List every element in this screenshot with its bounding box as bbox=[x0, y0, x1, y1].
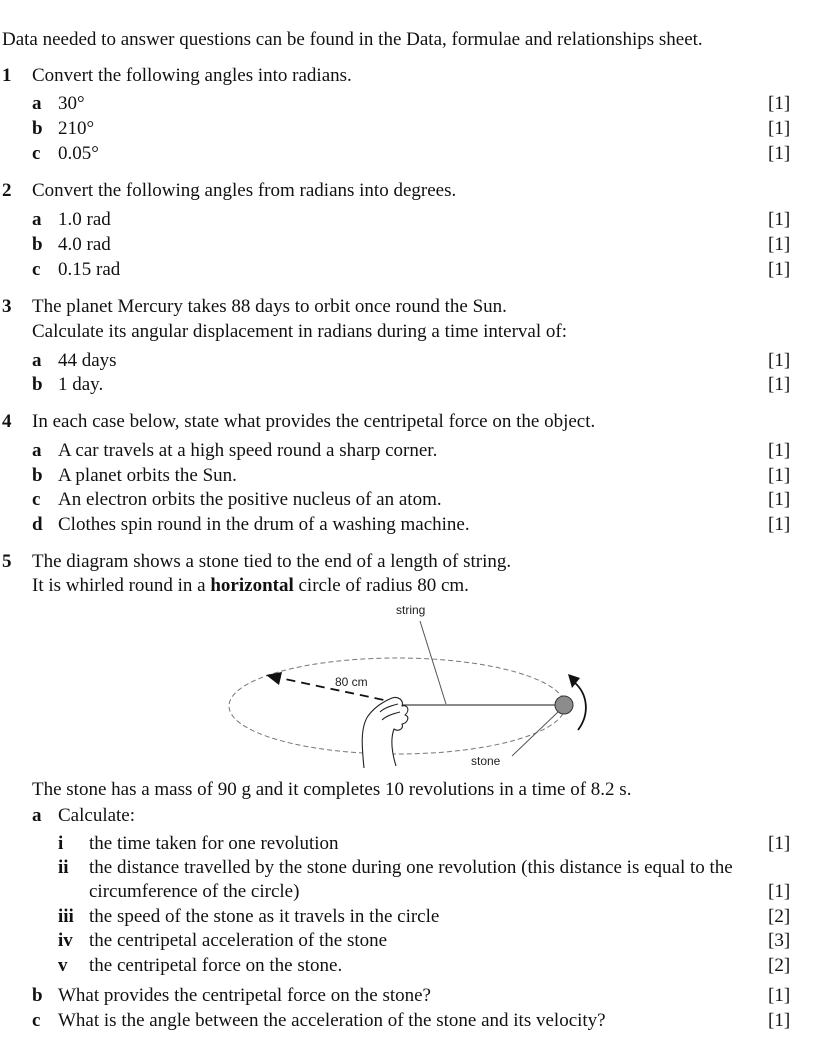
q1a-text: 30° bbox=[58, 93, 85, 114]
q4d-label: d bbox=[32, 514, 43, 535]
q3b-label: b bbox=[32, 374, 43, 395]
q5c-label: c bbox=[32, 1010, 41, 1031]
q5aiii-text: the speed of the stone as it travels in the circle bbox=[89, 906, 440, 927]
q5c-marks: [1] bbox=[768, 1010, 791, 1031]
stone bbox=[555, 696, 573, 714]
q5-number: 5 bbox=[2, 551, 12, 572]
q1-number: 1 bbox=[2, 65, 12, 86]
q5-info: The stone has a mass of 90 g and it completes 10 revolutions in a time of 8.2 s. bbox=[32, 779, 632, 800]
q3b-marks: [1] bbox=[768, 374, 791, 395]
q5b-marks: [1] bbox=[768, 985, 791, 1006]
q1-stem: Convert the following angles into radians. bbox=[32, 65, 352, 86]
q2c-text: 0.15 rad bbox=[58, 259, 121, 280]
q5aiv-text: the centripetal acceleration of the stone bbox=[89, 930, 388, 951]
q5aiv-label: iv bbox=[58, 930, 73, 951]
q5b-label: b bbox=[32, 985, 43, 1006]
q5aii-label: ii bbox=[58, 857, 69, 878]
q1b-label: b bbox=[32, 118, 43, 139]
string-pointer-line bbox=[420, 621, 446, 704]
q3a-text: 44 days bbox=[58, 350, 117, 371]
q5-stem-line2 bbox=[32, 575, 469, 597]
q4-stem: In each case below, state what provides the centripetal force on the object. bbox=[32, 411, 596, 432]
q5ai-marks: [1] bbox=[768, 833, 791, 854]
q4a-marks: [1] bbox=[768, 440, 791, 461]
q5aiv-marks: [3] bbox=[768, 930, 791, 951]
q1b-text: 210° bbox=[58, 118, 95, 139]
q5a-label: a bbox=[32, 805, 42, 826]
q5av-label: v bbox=[58, 955, 68, 976]
q3-number: 3 bbox=[2, 296, 12, 317]
q2a-label: a bbox=[32, 209, 42, 230]
q2a-marks: [1] bbox=[768, 209, 791, 230]
q1a-label: a bbox=[32, 93, 42, 114]
stone-pointer-line bbox=[512, 712, 558, 756]
label-stone: stone bbox=[471, 754, 501, 768]
q3b-text: 1 day. bbox=[58, 374, 104, 395]
q5aiii-label: iii bbox=[58, 906, 74, 927]
q2b-label: b bbox=[32, 234, 43, 255]
q1c-text: 0.05° bbox=[58, 143, 99, 164]
q5ai-text: the time taken for one revolution bbox=[89, 833, 339, 854]
q2c-label: c bbox=[32, 259, 41, 280]
q4c-label: c bbox=[32, 489, 41, 510]
q2-number: 2 bbox=[2, 180, 12, 201]
q4c-marks: [1] bbox=[768, 489, 791, 510]
q5-stem2-bold: horizontal bbox=[210, 575, 294, 596]
q1a-marks: [1] bbox=[768, 93, 791, 114]
q3-stem-line2: Calculate its angular displacement in radians during a time interval of: bbox=[32, 321, 567, 342]
q4d-marks: [1] bbox=[768, 514, 791, 535]
stone-circle-diagram bbox=[222, 598, 602, 772]
q4-number: 4 bbox=[2, 411, 12, 432]
q4b-text: A planet orbits the Sun. bbox=[58, 465, 237, 486]
q5av-text: the centripetal force on the stone. bbox=[89, 955, 343, 976]
q5b-text: What provides the centripetal force on the stone? bbox=[58, 985, 431, 1006]
q2-stem: Convert the following angles from radians into degrees. bbox=[32, 180, 457, 201]
q2b-marks: [1] bbox=[768, 234, 791, 255]
q4d-text: Clothes spin round in the drum of a washing machine. bbox=[58, 514, 470, 535]
q3a-marks: [1] bbox=[768, 350, 791, 371]
label-radius: 80 cm bbox=[335, 675, 368, 689]
q2c-marks: [1] bbox=[768, 259, 791, 280]
radius-arrowhead bbox=[266, 672, 282, 685]
hand-icon bbox=[362, 697, 408, 768]
q5aiii-marks: [2] bbox=[768, 906, 791, 927]
q5ai-label: i bbox=[58, 833, 64, 854]
q5a-stem: Calculate: bbox=[58, 805, 136, 826]
q1c-marks: [1] bbox=[768, 143, 791, 164]
q3a-label: a bbox=[32, 350, 42, 371]
q1b-marks: [1] bbox=[768, 118, 791, 139]
label-string: string bbox=[396, 603, 426, 617]
q5-stem-line1: The diagram shows a stone tied to the end of a length of string. bbox=[32, 551, 512, 572]
q4b-marks: [1] bbox=[768, 465, 791, 486]
q5c-text: What is the angle between the acceleration of the stone and its velocity? bbox=[58, 1010, 606, 1031]
q1c-label: c bbox=[32, 143, 41, 164]
q3-stem-line1: The planet Mercury takes 88 days to orbit once round the Sun. bbox=[32, 296, 507, 317]
q5-stem2-pre: It is whirled round in a bbox=[32, 575, 211, 596]
rotation-arrow bbox=[574, 682, 586, 730]
q5aii-marks: [1] bbox=[768, 881, 791, 902]
q2a-text: 1.0 rad bbox=[58, 209, 111, 230]
q4a-label: a bbox=[32, 440, 42, 461]
q4c-text: An electron orbits the positive nucleus of an atom. bbox=[58, 489, 442, 510]
q5-stem2-post: circle of radius 80 cm. bbox=[293, 575, 469, 596]
q5av-marks: [2] bbox=[768, 955, 791, 976]
intro-text: Data needed to answer questions can be found in the Data, formulae and relationships sheet. bbox=[2, 29, 703, 50]
q4b-label: b bbox=[32, 465, 43, 486]
q4a-text: A car travels at a high speed round a sharp corner. bbox=[58, 440, 438, 461]
q2b-text: 4.0 rad bbox=[58, 234, 111, 255]
q5aii-text-cont: circumference of the circle) bbox=[89, 881, 300, 902]
q5aii-text: the distance travelled by the stone during one revolution (this distance is equal to the bbox=[89, 857, 733, 878]
